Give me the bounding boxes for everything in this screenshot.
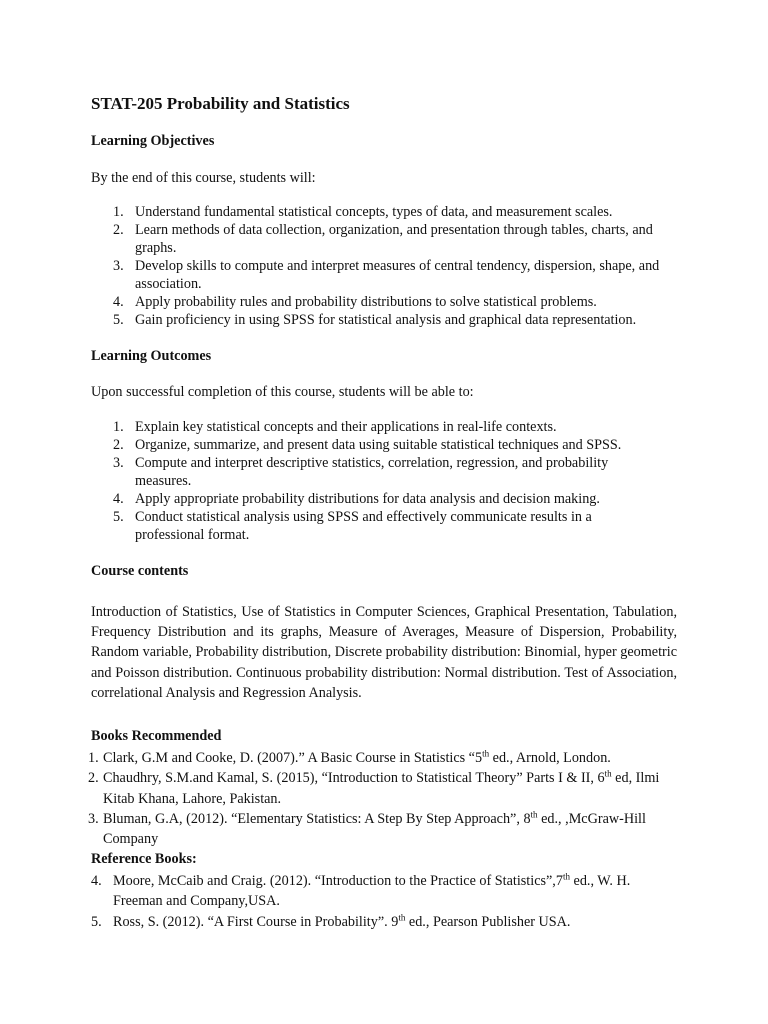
- list-item: [113, 454, 658, 490]
- list-item-number: 3.: [113, 455, 124, 471]
- list-item-text: Understand fundamental statistical concepts, types of data, and measurement scales.: [135, 204, 613, 220]
- book-citation: Ross, S. (2012). “A First Course in Probability”. 9: [113, 913, 399, 930]
- list-item-text: Apply appropriate probability distributions for data analysis and decision making.: [135, 491, 600, 507]
- list-item: [113, 311, 673, 329]
- learning-outcomes-list: [113, 418, 658, 544]
- learning-outcomes-heading: Learning Outcomes: [91, 348, 212, 364]
- list-item: [88, 809, 660, 850]
- list-item: [113, 203, 673, 221]
- list-item-text: Organize, summarize, and present data using suitable statistical techniques and SPSS.: [135, 437, 622, 453]
- book-citation-cont: ed, Ilmi Kitab Khana, Lahore, Pakistan.: [103, 770, 660, 807]
- list-item: [113, 257, 673, 293]
- books-recommended-heading: Books Recommended: [91, 728, 222, 744]
- learning-objectives-intro: By the end of this course, students will:: [91, 170, 316, 186]
- list-item: [113, 293, 673, 311]
- list-item: [88, 768, 660, 809]
- list-item: [91, 912, 671, 932]
- list-item: [113, 508, 658, 544]
- list-item-number: 4.: [113, 491, 124, 507]
- list-item-number: 1.: [113, 419, 124, 435]
- superscript: th: [482, 748, 490, 759]
- list-item: [113, 418, 658, 436]
- book-citation-cont: ed., ,McGraw-Hill Company: [103, 810, 646, 848]
- book-citation: Chaudhry, S.M.and Kamal, S. (2015), “Introduction to Statistical Theory” Parts I & II, 6: [103, 770, 605, 787]
- list-item-text: Explain key statistical concepts and their applications in real-life contexts.: [135, 419, 557, 435]
- superscript: th: [398, 911, 406, 922]
- list-item-number: 2.: [113, 437, 124, 453]
- list-item-text: Learn methods of data collection, organization, and presentation through tables, charts, and graphs.: [135, 222, 653, 256]
- list-item: [91, 871, 671, 912]
- book-citation: Moore, McCaib and Craig. (2012). “Introduction to the Practice of Statistics”,7: [113, 873, 563, 889]
- book-citation-cont: ed., Pearson Publisher USA.: [405, 913, 571, 930]
- list-item: [113, 221, 673, 257]
- list-item: [113, 436, 658, 454]
- list-item: [113, 490, 658, 508]
- learning-objectives-list: [113, 203, 673, 329]
- book-citation: Bluman, G.A, (2012). “Elementary Statistics: A Step By Step Approach”, 8: [103, 810, 531, 827]
- list-item-text: Compute and interpret descriptive statistics, correlation, regression, and probability measures.: [135, 455, 609, 489]
- superscript: th: [562, 871, 570, 882]
- books-recommended-list: [88, 748, 660, 849]
- reference-books-list: [91, 871, 671, 932]
- list-item-text: Develop skills to compute and interpret measures of central tendency, dispersion, shape, and association.: [135, 258, 660, 292]
- course-contents-body: Introduction of Statistics, Use of Statistics in Computer Sciences, Graphical Presentation, Tabulation, Frequency Distribution and its graphs, Measure of Averages, Measure of Dispersion, Probability, Random variable, Probability distribution, Discrete probability distribution: Binomial, hyper geometric and Poisson distribution. Continuous probability distribution: Normal distribution. Test of Association, correlational Analysis and Regression Analysis.: [91, 604, 677, 701]
- list-item-text: Gain proficiency in using SPSS for statistical analysis and graphical data representation.: [135, 312, 637, 328]
- list-item: [88, 748, 660, 768]
- list-item-text: Conduct statistical analysis using SPSS and effectively communicate results in a professional format.: [135, 509, 592, 543]
- document-title: STAT-205 Probability and Statistics: [91, 94, 350, 113]
- list-item-text: Apply probability rules and probability distributions to solve statistical problems.: [135, 294, 597, 310]
- course-contents-heading: Course contents: [91, 563, 189, 579]
- reference-books-heading: Reference Books:: [91, 851, 197, 867]
- book-citation-cont: ed., W. H. Freeman and Company,USA.: [113, 873, 631, 910]
- list-item-number: 5.: [113, 509, 124, 525]
- book-citation: Clark, G.M and Cooke, D. (2007).” A Basic Course in Statistics “5: [103, 750, 483, 766]
- superscript: th: [530, 809, 538, 820]
- superscript: th: [604, 768, 612, 779]
- learning-outcomes-intro: Upon successful completion of this course, students will be able to:: [91, 384, 474, 400]
- book-citation-cont: ed., Arnold, London.: [489, 750, 611, 766]
- list-item-number: 1.: [113, 204, 124, 220]
- list-item-number: 5.: [113, 312, 124, 328]
- list-item-number: 1.: [88, 750, 99, 766]
- list-item-number: 5.: [91, 913, 102, 930]
- list-item-number: 3.: [113, 258, 124, 274]
- list-item-number: 3.: [88, 810, 99, 827]
- list-item-number: 4.: [91, 873, 102, 889]
- list-item-number: 2.: [88, 770, 99, 787]
- list-item-number: 4.: [113, 294, 124, 310]
- list-item-number: 2.: [113, 222, 124, 238]
- learning-objectives-heading: Learning Objectives: [91, 133, 215, 149]
